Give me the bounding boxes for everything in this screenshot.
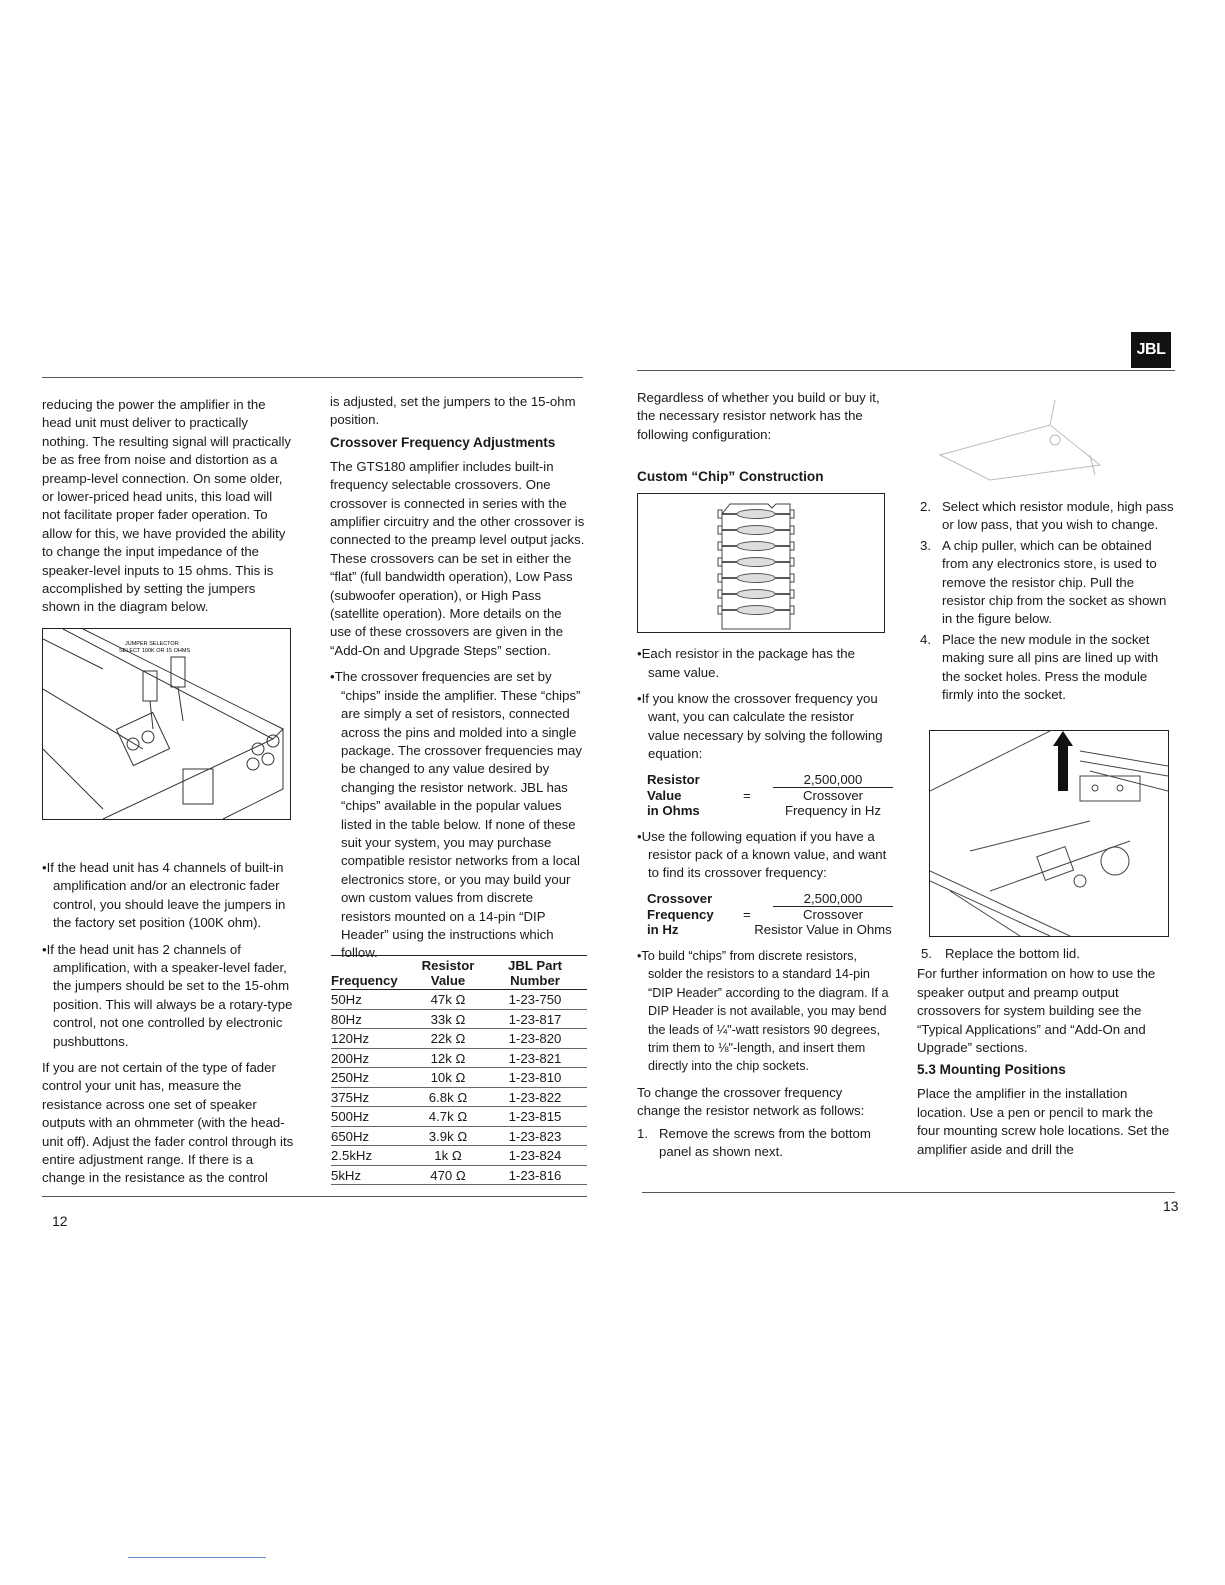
frequency-equation <box>647 890 892 937</box>
cell-part-number: 1-23-824 <box>483 1146 587 1166</box>
eq-numerator: 2,500,000 <box>773 891 893 907</box>
scan-artifact-line <box>128 1557 266 1558</box>
bullet-4-channels: • If the head unit has 4 channels of built-in amplification and/or an electronic fader control, you should leave the jumpers in the factory set position (100K ohm). <box>42 859 294 933</box>
eq-sign: = <box>743 906 751 922</box>
eq-sign: = <box>743 787 751 803</box>
resistor <box>718 558 794 567</box>
change-crossover-paragraph: To change the crossover frequency change the resistor network as follows: <box>637 1084 865 1119</box>
amplifier-jumper-illustration <box>43 629 290 819</box>
step-number: 1. <box>637 1125 648 1141</box>
figure-label: SELECT 100K OR 15 OHMS <box>119 648 191 654</box>
cell-resistor-value: 6.8k Ω <box>413 1087 483 1107</box>
column-4-lower <box>917 945 1179 1167</box>
table-row <box>331 1009 587 1029</box>
mounting-positions-heading: 5.3 Mounting Positions <box>917 1062 1066 1078</box>
cell-part-number: 1-23-816 <box>483 1165 587 1185</box>
cell-part-number: 1-23-815 <box>483 1107 587 1127</box>
cell-part-number: 1-23-822 <box>483 1087 587 1107</box>
cell-part-number: 1-23-750 <box>483 990 587 1010</box>
resistor <box>718 526 794 535</box>
step-4 <box>920 631 1178 705</box>
module-insertion-diagram <box>929 730 1169 937</box>
eq-denominator: Resistor Value in Ohms <box>754 921 892 937</box>
chips-bullet: • The crossover frequencies are set by “chips” inside the amplifier. These “chips” are simply a set of resistors, connected across the pins and molded into a single package. The crossover frequencies may be changed to any value desired by changing the resistor network. JBL has “chips” available in the popular values listed in the table below. If none of these suit your system, you may purchase compatible resistor networks from a local electronics store, or you may build your own custom values from discrete resistors mounted on a 14-pin “DIP Header” using the instructions which follow. <box>330 668 586 963</box>
chip-puller-illustration <box>930 395 1120 485</box>
cell-resistor-value: 10k Ω <box>413 1068 483 1088</box>
cell-frequency: 2.5kHz <box>331 1146 413 1166</box>
eq-denominator: Crossover <box>802 787 864 803</box>
cell-frequency: 650Hz <box>331 1126 413 1146</box>
dip-resistor-chip-illustration <box>638 494 884 632</box>
jumper-selector-diagram <box>42 628 291 820</box>
bullet-calculate: • If you know the crossover frequency you want, you can calculate the resistor value necessary by solving the following equation: <box>637 690 889 764</box>
jbl-logo <box>1131 332 1171 368</box>
top-rule-right <box>637 370 1175 371</box>
step-5 <box>917 945 1179 963</box>
cell-resistor-value: 470 Ω <box>413 1165 483 1185</box>
cell-resistor-value: 1k Ω <box>413 1146 483 1166</box>
page-number-left: 12 <box>52 1213 68 1229</box>
step-text: Remove the screws from the bottom panel as shown next. <box>659 1125 871 1159</box>
step-1 <box>637 1125 889 1162</box>
step-text: Place the new module in the socket making sure all pins are lined up with the socket holes. Press the module firmly into the socket. <box>942 631 1159 703</box>
step-text: Select which resistor module, high pass or low pass, that you wish to change. <box>942 499 1174 533</box>
cell-frequency: 120Hz <box>331 1029 413 1049</box>
column-4 <box>920 498 1178 706</box>
cell-frequency: 200Hz <box>331 1048 413 1068</box>
crossover-heading: Crossover Frequency Adjustments <box>330 434 556 450</box>
intro-paragraph: reducing the power the amplifier in the head unit must deliver to practically nothing. The resulting signal will practically be as free from noise and distortion as a preamp-level connection. On some older, or lower-priced head units, this load will not facilitate proper fader operation. To allow for this, we have provided the ability to change the input impedance of the speaker-level inputs to 15 ohms. This is accomplished by setting the jumpers shown in the diagram below. <box>42 397 291 615</box>
mounting-paragraph: Place the amplifier in the installation location. Use a pen or pencil to mark the four mounting screw hole locations. Set the amplifier aside and drill the <box>917 1086 1170 1157</box>
step-number: 3. <box>920 537 931 553</box>
eq-label: Crossover <box>647 890 713 906</box>
crossover-table <box>331 955 587 1185</box>
resistor <box>718 510 794 519</box>
cell-frequency: 80Hz <box>331 1009 413 1029</box>
eq-label: Frequency <box>647 906 714 922</box>
step-text: Replace the bottom lid. <box>945 946 1080 961</box>
table-row <box>331 1165 587 1185</box>
eq-label: in Hz <box>647 921 679 937</box>
crossover-paragraph: The GTS180 amplifier includes built-in frequency selectable crossovers. One crossover is connected in series with the amplifier circuitry and the other crossover is connected to the preamp level output jacks. These crossovers can be set in either the “flat” (full bandwidth operation), Low Pass (subwoofer operation), or High Pass (satellite operation). More details on the use of these crossovers are given in the “Add-On and Upgrade Steps” section. <box>330 458 585 658</box>
resistor <box>718 542 794 551</box>
cell-resistor-value: 4.7k Ω <box>413 1107 483 1127</box>
eq-denominator: Crossover <box>802 906 864 922</box>
custom-chip-heading: Custom “Chip” Construction <box>637 469 824 485</box>
fader-paragraph: If you are not certain of the type of fader control your unit has, measure the resistance across one set of speaker outputs with an ohmmeter (with the head-unit off). Adjust the fader control through its entire adjustment range. If there is a change in the resistance as the control <box>42 1059 294 1186</box>
cell-part-number: 1-23-810 <box>483 1068 587 1088</box>
bottom-rule-right <box>642 1192 1175 1193</box>
cell-frequency: 50Hz <box>331 990 413 1010</box>
eq-label: Value <box>647 787 682 803</box>
cell-part-number: 1-23-817 <box>483 1009 587 1029</box>
cell-frequency: 250Hz <box>331 1068 413 1088</box>
page-number-right: 13 <box>1163 1198 1179 1214</box>
resistor-equation <box>647 772 889 818</box>
logo-text: JBL <box>1136 341 1166 358</box>
cell-frequency: 375Hz <box>331 1087 413 1107</box>
cell-frequency: 500Hz <box>331 1107 413 1127</box>
eq-numerator: 2,500,000 <box>773 772 893 788</box>
custom-chip-diagram <box>637 493 885 633</box>
bullet-build-chips: • To build “chips” from discrete resistors, solder the resistors to a standard 14-pin “DIP Header” according to the diagram. If a DIP Header is not available, you may bend the leads of ¼"-watt resistors 90 degrees, trim them to ⅛"-length, and insert them directly into the chip sockets. <box>637 947 889 1076</box>
table-row <box>331 1146 587 1166</box>
column-2 <box>330 393 586 971</box>
resistor <box>718 606 794 615</box>
table-row <box>331 1029 587 1049</box>
table-row <box>331 1107 587 1127</box>
cell-frequency: 5kHz <box>331 1165 413 1185</box>
resistor <box>718 574 794 583</box>
cell-resistor-value: 33k Ω <box>413 1009 483 1029</box>
cell-resistor-value: 47k Ω <box>413 990 483 1010</box>
intro-paragraph: Regardless of whether you build or buy it, the necessary resistor network has the following configuration: <box>637 390 880 442</box>
eq-denominator: Frequency in Hz <box>784 802 881 818</box>
step-3 <box>920 537 1178 629</box>
cell-resistor-value: 12k Ω <box>413 1048 483 1068</box>
bullet-same-value: • Each resistor in the package has the same value. <box>637 645 889 682</box>
crossover-table-wrap <box>331 955 587 1185</box>
eq-label: in Ohms <box>647 802 700 818</box>
bullet-known-value: • Use the following equation if you have a resistor pack of a known value, and want to find its crossover frequency: <box>637 828 889 883</box>
figure-label: JUMPER SELECTOR <box>125 641 179 647</box>
table-row <box>331 1126 587 1146</box>
cell-resistor-value: 3.9k Ω <box>413 1126 483 1146</box>
cell-part-number: 1-23-821 <box>483 1048 587 1068</box>
step-2 <box>920 498 1178 535</box>
eq-label: Resistor <box>647 771 700 787</box>
table-row <box>331 1068 587 1088</box>
table-row <box>331 990 587 1010</box>
header-resistor-value: Resistor Value <box>413 956 483 990</box>
table-row <box>331 1048 587 1068</box>
header-frequency: Frequency <box>331 956 413 990</box>
bullet-2-channels: • If the head unit has 2 channels of amplification, with a speaker-level fader, the jumpers should be set to the 15-ohm position. This will always be a rotary-type control, not one controlled by electronic pushbuttons. <box>42 941 294 1051</box>
step-text: A chip puller, which can be obtained from any electronics store, is used to remove the resistor chip. Pull the resistor chip from the socket as shown in the figure below. <box>942 537 1167 627</box>
resistor <box>718 590 794 599</box>
top-rule-left <box>42 377 583 378</box>
continued-paragraph: is adjusted, set the jumpers to the 15-ohm position. <box>330 394 576 428</box>
cell-part-number: 1-23-820 <box>483 1029 587 1049</box>
further-info-paragraph: For further information on how to use the speaker output and preamp output crossovers for system building see the “Typical Applications” and “Add-On and Upgrade” sections. <box>917 966 1156 1056</box>
header-part-number: JBL Part Number <box>483 956 587 990</box>
bottom-rule-left <box>42 1196 587 1197</box>
module-insertion-illustration <box>930 731 1168 936</box>
cell-resistor-value: 22k Ω <box>413 1029 483 1049</box>
step-number: 2. <box>920 499 931 514</box>
step-number: 5. <box>921 946 932 961</box>
step-number: 4. <box>920 631 931 647</box>
table-row <box>331 1087 587 1107</box>
cell-part-number: 1-23-823 <box>483 1126 587 1146</box>
